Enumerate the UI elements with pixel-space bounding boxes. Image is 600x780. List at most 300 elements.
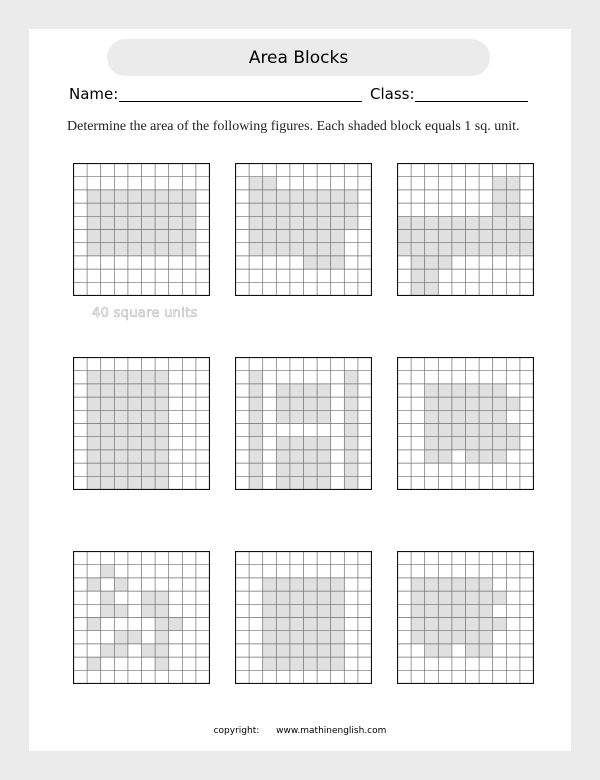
shaded-block [411,216,425,229]
shaded-block [438,410,452,423]
instructions-text: Determine the area of the following figures. Each shaded block equals 1 sq. unit. [67,119,520,134]
shaded-block [87,216,101,229]
shaded-block [479,437,493,450]
grid-svg [397,551,534,684]
shaded-block [317,397,331,410]
shaded-block [101,397,115,410]
shaded-block [506,203,520,216]
shaded-block [466,578,480,591]
shaded-block [304,450,318,463]
shaded-block [114,437,128,450]
shaded-block [114,371,128,384]
shaded-block [452,631,466,644]
shaded-block [182,203,196,216]
shaded-block [263,644,277,657]
shaded-block [142,203,156,216]
shaded-block [290,437,304,450]
shaded-block [304,631,318,644]
shaded-block [114,230,128,243]
shaded-block [344,437,358,450]
shaded-block [304,243,318,256]
shaded-block [101,644,115,657]
shaded-block [452,216,466,229]
shaded-block [331,578,345,591]
shaded-block [493,397,507,410]
shaded-block [128,397,142,410]
shaded-block [87,476,101,489]
shaded-block [425,437,439,450]
shaded-block [263,604,277,617]
shaded-block [344,476,358,489]
shaded-block [290,463,304,476]
shaded-block [155,243,169,256]
shaded-block [290,397,304,410]
shaded-block [276,578,290,591]
shaded-block [479,384,493,397]
shaded-block [142,424,156,437]
shaded-block [493,424,507,437]
name-line[interactable] [119,101,362,102]
shaded-block [493,230,507,243]
shaded-block [276,410,290,423]
shaded-block [317,618,331,631]
shaded-block [101,203,115,216]
area-figure-9 [397,551,533,683]
shaded-block [142,216,156,229]
grid-svg [397,357,534,490]
shaded-block [304,578,318,591]
shaded-block [452,437,466,450]
shaded-block [317,437,331,450]
shaded-block [263,190,277,203]
shaded-block [142,243,156,256]
shaded-block [182,216,196,229]
shaded-block [263,216,277,229]
shaded-block [493,618,507,631]
shaded-block [87,243,101,256]
shaded-block [155,437,169,450]
shaded-block [344,450,358,463]
shaded-block [411,578,425,591]
shaded-block [155,371,169,384]
shaded-block [155,591,169,604]
shaded-block [344,384,358,397]
shaded-block [114,476,128,489]
shaded-block [425,578,439,591]
shaded-block [331,243,345,256]
shaded-block [290,657,304,670]
shaded-block [438,230,452,243]
shaded-block [425,618,439,631]
shaded-block [276,644,290,657]
shaded-block [128,410,142,423]
shaded-block [438,450,452,463]
shaded-block [101,604,115,617]
shaded-block [290,578,304,591]
shaded-block [438,243,452,256]
area-figure-4 [73,357,209,489]
shaded-block [87,424,101,437]
shaded-block [331,591,345,604]
shaded-block [304,384,318,397]
shaded-block [493,410,507,423]
shaded-block [249,177,263,190]
shaded-block [155,410,169,423]
shaded-block [249,397,263,410]
shaded-block [249,203,263,216]
shaded-block [317,591,331,604]
shaded-block [466,631,480,644]
shaded-block [114,450,128,463]
shaded-block [114,397,128,410]
shaded-block [249,476,263,489]
shaded-block [155,384,169,397]
shaded-block [331,657,345,670]
shaded-block [155,190,169,203]
shaded-block [452,397,466,410]
shaded-block [263,631,277,644]
shaded-block [304,410,318,423]
shaded-block [87,437,101,450]
shaded-block [249,243,263,256]
shaded-block [411,591,425,604]
grid-svg [73,551,210,684]
shaded-block [493,384,507,397]
shaded-block [506,190,520,203]
shaded-block [276,243,290,256]
shaded-block [317,644,331,657]
footer [0,726,600,736]
shaded-block [520,230,534,243]
copyright-label: copyright: [213,726,260,736]
shaded-block [331,216,345,229]
shaded-block [290,450,304,463]
shaded-block [452,578,466,591]
shaded-block [425,604,439,617]
shaded-block [169,618,183,631]
shaded-block [114,190,128,203]
shaded-block [479,450,493,463]
shaded-block [438,604,452,617]
shaded-block [114,410,128,423]
shaded-block [479,591,493,604]
grid-svg [73,357,210,490]
shaded-block [101,410,115,423]
shaded-block [438,216,452,229]
shaded-block [317,243,331,256]
shaded-block [506,424,520,437]
shaded-block [263,591,277,604]
shaded-block [276,190,290,203]
class-label: Class: [370,85,415,103]
shaded-block [101,371,115,384]
shaded-block [290,476,304,489]
shaded-block [493,591,507,604]
shaded-block [452,618,466,631]
shaded-block [263,618,277,631]
shaded-block [479,578,493,591]
shaded-block [128,371,142,384]
shaded-block [304,476,318,489]
area-figure-7 [73,551,209,683]
shaded-block [331,618,345,631]
shaded-block [317,463,331,476]
shaded-block [249,190,263,203]
shaded-block [493,243,507,256]
shaded-block [493,203,507,216]
shaded-block [411,256,425,269]
shaded-block [155,618,169,631]
shaded-block [87,618,101,631]
shaded-block [263,243,277,256]
shaded-block [304,618,318,631]
shaded-block [452,384,466,397]
shaded-block [425,424,439,437]
shaded-block [331,631,345,644]
shaded-block [466,243,480,256]
shaded-block [425,216,439,229]
shaded-block [142,463,156,476]
shaded-block [290,410,304,423]
shaded-block [520,216,534,229]
shaded-block [479,230,493,243]
shaded-block [101,424,115,437]
shaded-block [169,216,183,229]
shaded-block [276,463,290,476]
shaded-block [304,604,318,617]
shaded-block [317,203,331,216]
shaded-block [317,256,331,269]
shaded-block [101,216,115,229]
shaded-block [276,657,290,670]
shaded-block [438,397,452,410]
shaded-block [290,243,304,256]
shaded-block [87,203,101,216]
shaded-block [249,463,263,476]
shaded-block [438,618,452,631]
shaded-block [317,657,331,670]
website-link[interactable]: www.mathinenglish.com [276,726,387,736]
shaded-block [466,410,480,423]
area-figure-5 [235,357,371,489]
shaded-block [506,397,520,410]
shaded-block [155,644,169,657]
shaded-block [290,230,304,243]
shaded-block [128,463,142,476]
shaded-block [411,230,425,243]
shaded-block [263,230,277,243]
area-figure-2 [235,163,371,295]
shaded-block [438,437,452,450]
shaded-block [493,177,507,190]
shaded-block [276,450,290,463]
shaded-block [317,384,331,397]
shaded-block [101,565,115,578]
shaded-block [249,230,263,243]
shaded-block [142,384,156,397]
shaded-block [87,371,101,384]
shaded-block [290,591,304,604]
shaded-block [128,216,142,229]
grid-svg [397,163,534,296]
shaded-block [276,397,290,410]
shaded-block [249,371,263,384]
shaded-block [155,657,169,670]
shaded-block [182,230,196,243]
shaded-block [466,230,480,243]
area-figure-6 [397,357,533,489]
shaded-block [276,216,290,229]
shaded-block [155,203,169,216]
shaded-block [128,384,142,397]
shaded-block [114,203,128,216]
shaded-block [411,243,425,256]
shaded-block [155,450,169,463]
shaded-block [331,644,345,657]
shaded-block [142,450,156,463]
shaded-block [479,618,493,631]
shaded-block [331,256,345,269]
shaded-block [438,256,452,269]
shaded-block [438,644,452,657]
shaded-block [128,476,142,489]
class-line[interactable] [415,101,528,102]
grid-svg [235,357,372,490]
shaded-block [452,410,466,423]
shaded-block [304,657,318,670]
shaded-block [263,578,277,591]
shaded-block [425,410,439,423]
shaded-block [479,243,493,256]
shaded-block [479,410,493,423]
shaded-block [317,216,331,229]
grid-svg [235,551,372,684]
shaded-block [344,216,358,229]
shaded-block [114,463,128,476]
shaded-block [425,230,439,243]
shaded-block [452,604,466,617]
shaded-block [425,591,439,604]
example-answer: 40 square units [92,306,198,321]
shaded-block [425,256,439,269]
shaded-block [101,463,115,476]
shaded-block [479,644,493,657]
shaded-block [114,384,128,397]
shaded-block [506,243,520,256]
shaded-block [398,243,412,256]
shaded-block [466,644,480,657]
shaded-block [452,424,466,437]
shaded-block [87,397,101,410]
shaded-block [304,463,318,476]
shaded-block [290,631,304,644]
shaded-block [182,190,196,203]
shaded-block [452,243,466,256]
shaded-block [466,450,480,463]
shaded-block [155,397,169,410]
shaded-block [317,578,331,591]
shaded-block [142,190,156,203]
shaded-block [493,216,507,229]
shaded-block [249,450,263,463]
shaded-block [290,604,304,617]
shaded-block [142,476,156,489]
shaded-block [276,476,290,489]
shaded-block [493,450,507,463]
shaded-block [411,618,425,631]
shaded-block [344,424,358,437]
shaded-block [142,371,156,384]
shaded-block [304,230,318,243]
shaded-block [425,644,439,657]
shaded-block [411,269,425,282]
shaded-block [263,657,277,670]
shaded-block [87,190,101,203]
shaded-block [142,591,156,604]
shaded-block [114,243,128,256]
shaded-block [466,618,480,631]
area-figure-1 [73,163,209,295]
shaded-block [411,604,425,617]
shaded-block [101,384,115,397]
shaded-block [182,243,196,256]
shaded-block [304,216,318,229]
name-label: Name: [69,85,119,103]
shaded-block [425,631,439,644]
shaded-block [101,476,115,489]
shaded-block [155,216,169,229]
shaded-block [411,631,425,644]
shaded-block [101,243,115,256]
shaded-block [142,437,156,450]
shaded-block [155,230,169,243]
shaded-block [128,631,142,644]
shaded-block [317,604,331,617]
shaded-block [128,437,142,450]
shaded-block [331,203,345,216]
shaded-block [249,384,263,397]
shaded-block [249,437,263,450]
shaded-block [276,203,290,216]
shaded-block [169,203,183,216]
shaded-block [344,463,358,476]
shaded-block [479,397,493,410]
shaded-block [114,631,128,644]
shaded-block [276,631,290,644]
shaded-block [344,190,358,203]
shaded-block [142,604,156,617]
shaded-block [425,269,439,282]
shaded-block [344,397,358,410]
shaded-block [276,230,290,243]
shaded-block [479,424,493,437]
shaded-block [466,424,480,437]
shaded-block [101,450,115,463]
shaded-block [398,230,412,243]
shaded-block [101,437,115,450]
shaded-block [304,591,318,604]
shaded-block [317,476,331,489]
shaded-block [290,190,304,203]
shaded-block [276,618,290,631]
shaded-block [249,410,263,423]
shaded-block [520,243,534,256]
shaded-block [506,177,520,190]
shaded-block [479,604,493,617]
shaded-block [506,216,520,229]
shaded-block [87,657,101,670]
area-figure-3 [397,163,533,295]
